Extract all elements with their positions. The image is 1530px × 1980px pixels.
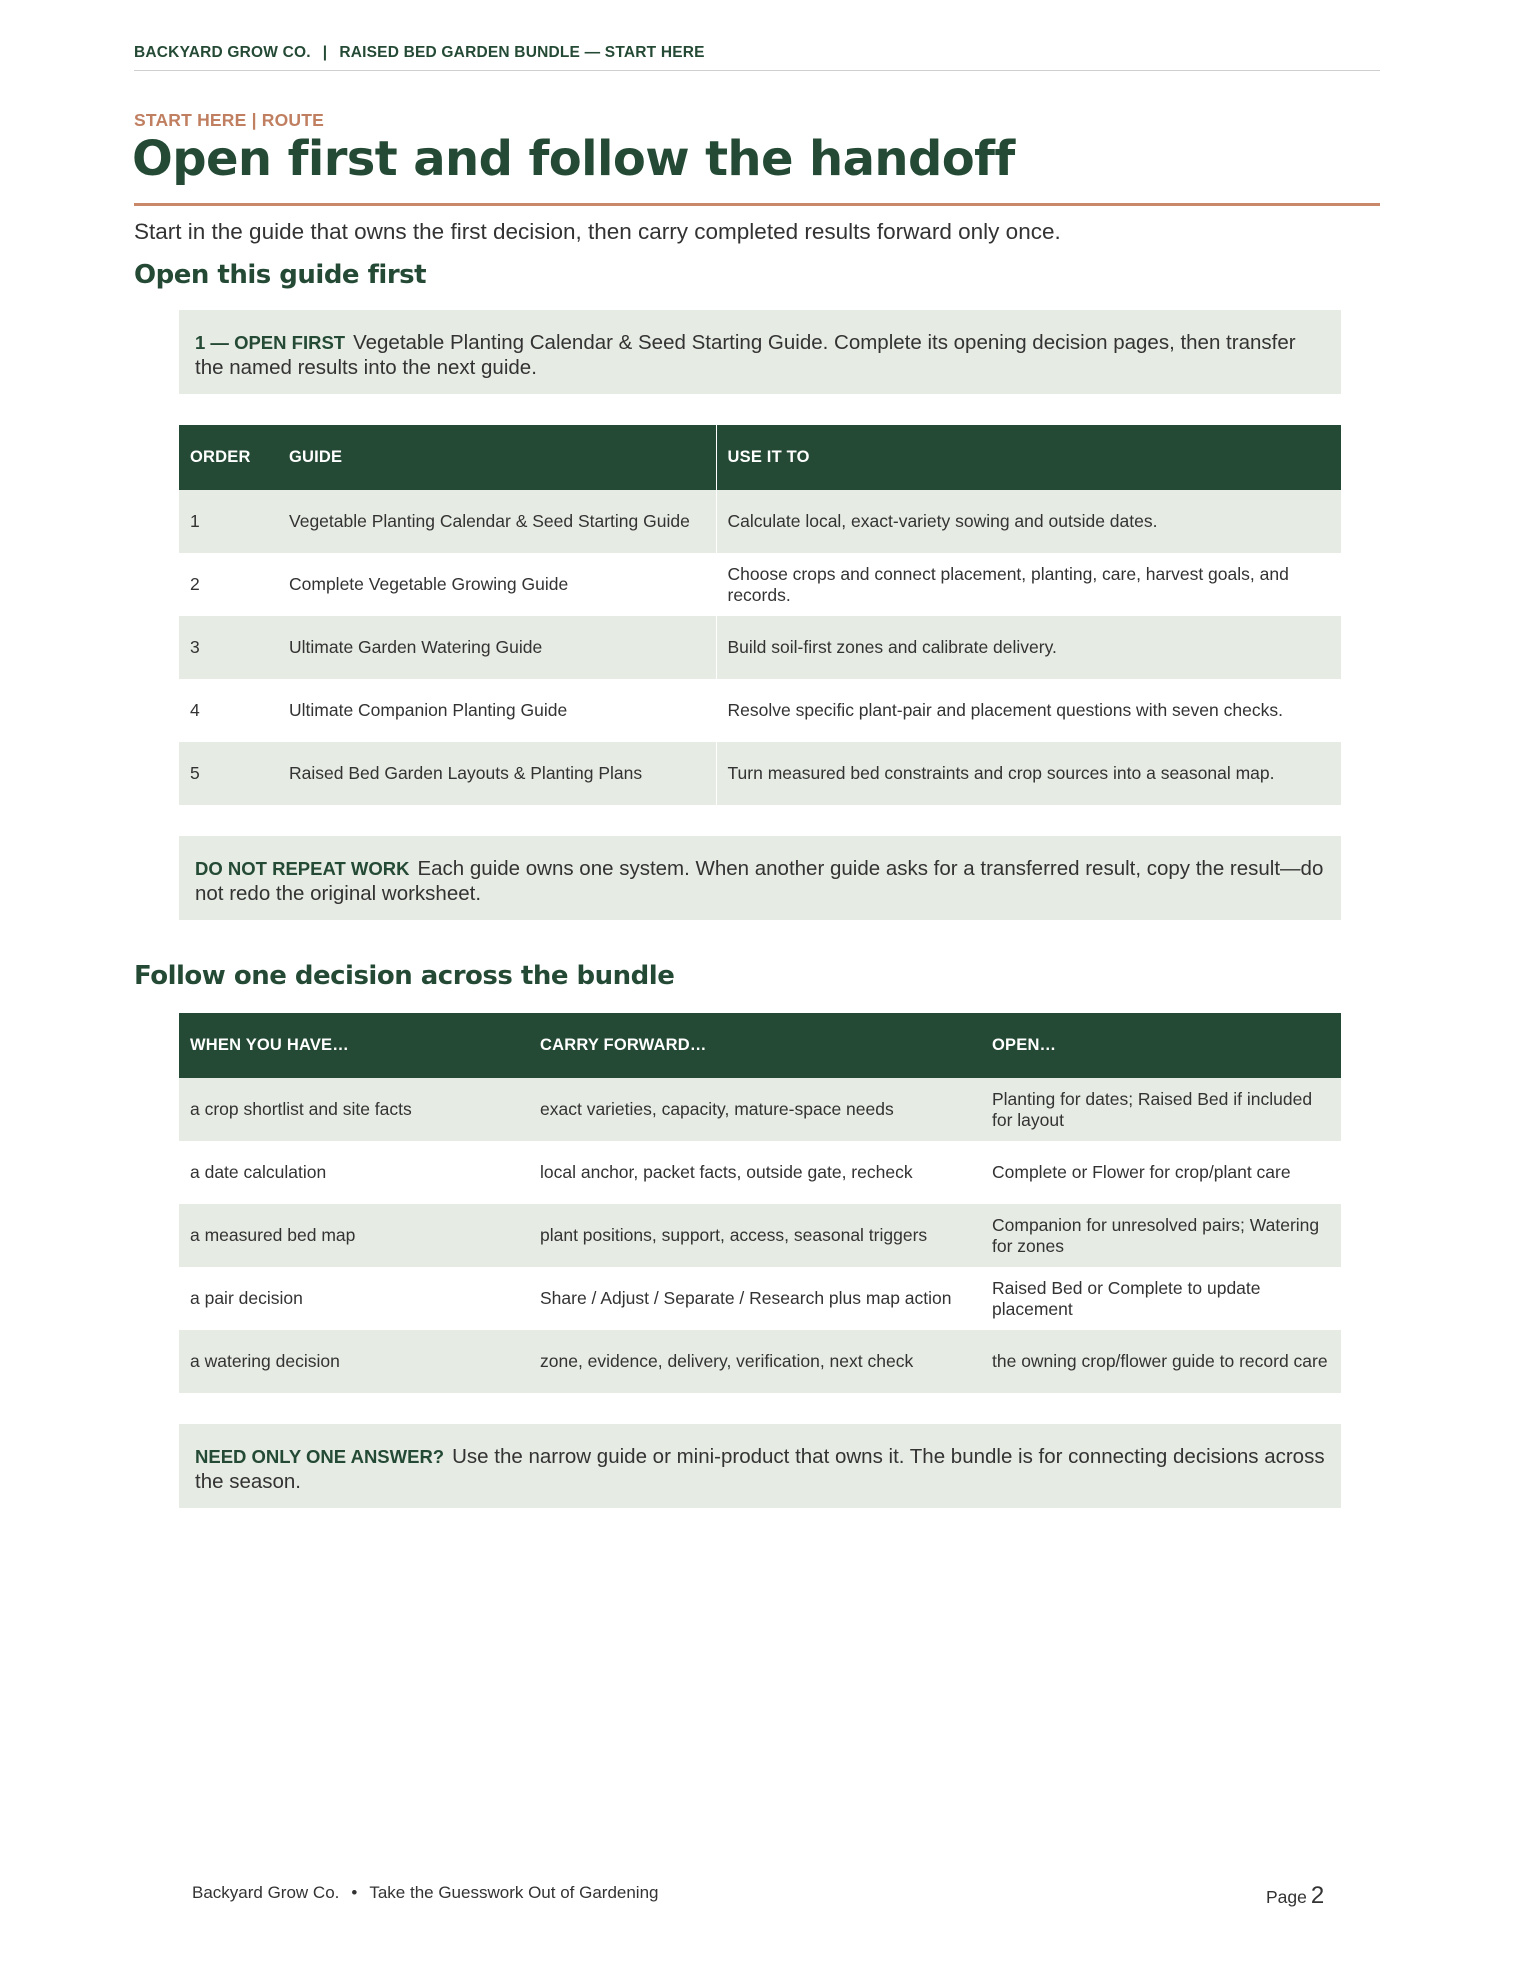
- section-heading-open-first: Open this guide first: [134, 260, 427, 290]
- use-cell: Build soil-first zones and calibrate delivery.: [716, 616, 1341, 679]
- callout-lead: NEED ONLY ONE ANSWER?: [195, 1446, 445, 1467]
- page-title: Open first and follow the handoff: [132, 131, 1015, 187]
- table-row: [179, 742, 1341, 805]
- page-number-value: 2: [1310, 1882, 1325, 1909]
- callout-text: Vegetable Planting Calendar & Seed Starting Guide. Complete its opening decision pages, then transfer the named results into the next guide.: [195, 331, 1296, 379]
- need-one-answer-callout: [179, 1424, 1341, 1508]
- table-row: [179, 679, 1341, 742]
- use-cell: Choose crops and connect placement, planting, care, harvest goals, and records.: [716, 553, 1341, 616]
- open-cell: Raised Bed or Complete to update placement: [981, 1267, 1341, 1330]
- page-label: Page: [1266, 1887, 1307, 1907]
- column-header-use-it-to: USE IT TO: [716, 425, 1341, 490]
- have-cell: a watering decision: [179, 1330, 529, 1393]
- carry-cell: plant positions, support, access, seasonal triggers: [529, 1204, 981, 1267]
- callout-text: Use the narrow guide or mini-product that owns it. The bundle is for connecting decisions across the season.: [195, 1445, 1325, 1493]
- table-header-row: [179, 1013, 1341, 1078]
- handoff-table: [179, 1013, 1341, 1393]
- table-row: [179, 1141, 1341, 1204]
- do-not-repeat-callout: [179, 836, 1341, 920]
- guide-order-table: [179, 425, 1341, 805]
- intro-text: Start in the guide that owns the first decision, then carry completed results forward only once.: [134, 219, 1061, 244]
- open-first-callout: [179, 310, 1341, 394]
- table-row: [179, 616, 1341, 679]
- have-cell: a pair decision: [179, 1267, 529, 1330]
- order-cell: 1: [179, 490, 278, 553]
- callout-lead: 1 — OPEN FIRST: [195, 332, 346, 353]
- order-cell: 3: [179, 616, 278, 679]
- order-cell: 5: [179, 742, 278, 805]
- open-cell: Complete or Flower for crop/plant care: [981, 1141, 1341, 1204]
- carry-cell: local anchor, packet facts, outside gate, recheck: [529, 1141, 981, 1204]
- column-header-order: ORDER: [179, 425, 278, 490]
- guide-cell: Vegetable Planting Calendar & Seed Starting Guide: [278, 490, 716, 553]
- have-cell: a crop shortlist and site facts: [179, 1078, 529, 1141]
- table-row: [179, 553, 1341, 616]
- header-product: RAISED BED GARDEN BUNDLE — START HERE: [339, 44, 705, 61]
- guide-cell: Ultimate Companion Planting Guide: [278, 679, 716, 742]
- footer-brand-line: [192, 1883, 659, 1903]
- guide-cell: Raised Bed Garden Layouts & Planting Plans: [278, 742, 716, 805]
- table-row: [179, 1204, 1341, 1267]
- section-heading-follow-decision: Follow one decision across the bundle: [134, 961, 675, 991]
- open-cell: Companion for unresolved pairs; Watering for zones: [981, 1204, 1341, 1267]
- order-cell: 4: [179, 679, 278, 742]
- header-separator: |: [322, 44, 328, 61]
- use-cell: Turn measured bed constraints and crop sources into a seasonal map.: [716, 742, 1341, 805]
- header-brand: BACKYARD GROW CO.: [134, 44, 311, 61]
- guide-cell: Ultimate Garden Watering Guide: [278, 616, 716, 679]
- callout-text: Each guide owns one system. When another guide asks for a transferred result, copy the result—do not redo the original worksheet.: [195, 857, 1324, 905]
- order-cell: 2: [179, 553, 278, 616]
- have-cell: a date calculation: [179, 1141, 529, 1204]
- column-header-open: OPEN…: [981, 1013, 1341, 1078]
- footer-brand: Backyard Grow Co.: [192, 1883, 340, 1902]
- footer-tagline: Take the Guesswork Out of Gardening: [369, 1883, 659, 1902]
- have-cell: a measured bed map: [179, 1204, 529, 1267]
- carry-cell: zone, evidence, delivery, verification, next check: [529, 1330, 981, 1393]
- use-cell: Calculate local, exact-variety sowing and outside dates.: [716, 490, 1341, 553]
- table-row: [179, 1267, 1341, 1330]
- running-header: [134, 44, 1380, 71]
- footer-bullet: •: [351, 1883, 358, 1902]
- table-row: [179, 1078, 1341, 1141]
- table-row: [179, 490, 1341, 553]
- callout-lead: DO NOT REPEAT WORK: [195, 858, 410, 879]
- carry-cell: Share / Adjust / Separate / Research plus map action: [529, 1267, 981, 1330]
- carry-cell: exact varieties, capacity, mature-space needs: [529, 1078, 981, 1141]
- table-row: [179, 1330, 1341, 1393]
- column-header-when-you-have: WHEN YOU HAVE…: [179, 1013, 529, 1078]
- guide-cell: Complete Vegetable Growing Guide: [278, 553, 716, 616]
- use-cell: Resolve specific plant-pair and placement questions with seven checks.: [716, 679, 1341, 742]
- section-kicker: START HERE | ROUTE: [134, 110, 324, 130]
- table-header-row: [179, 425, 1341, 490]
- open-cell: Planting for dates; Raised Bed if included for layout: [981, 1078, 1341, 1141]
- column-header-carry-forward: CARRY FORWARD…: [529, 1013, 981, 1078]
- column-header-guide: GUIDE: [278, 425, 716, 490]
- page-number: [1266, 1882, 1324, 1910]
- open-cell: the owning crop/flower guide to record care: [981, 1330, 1341, 1393]
- title-divider: [134, 203, 1380, 206]
